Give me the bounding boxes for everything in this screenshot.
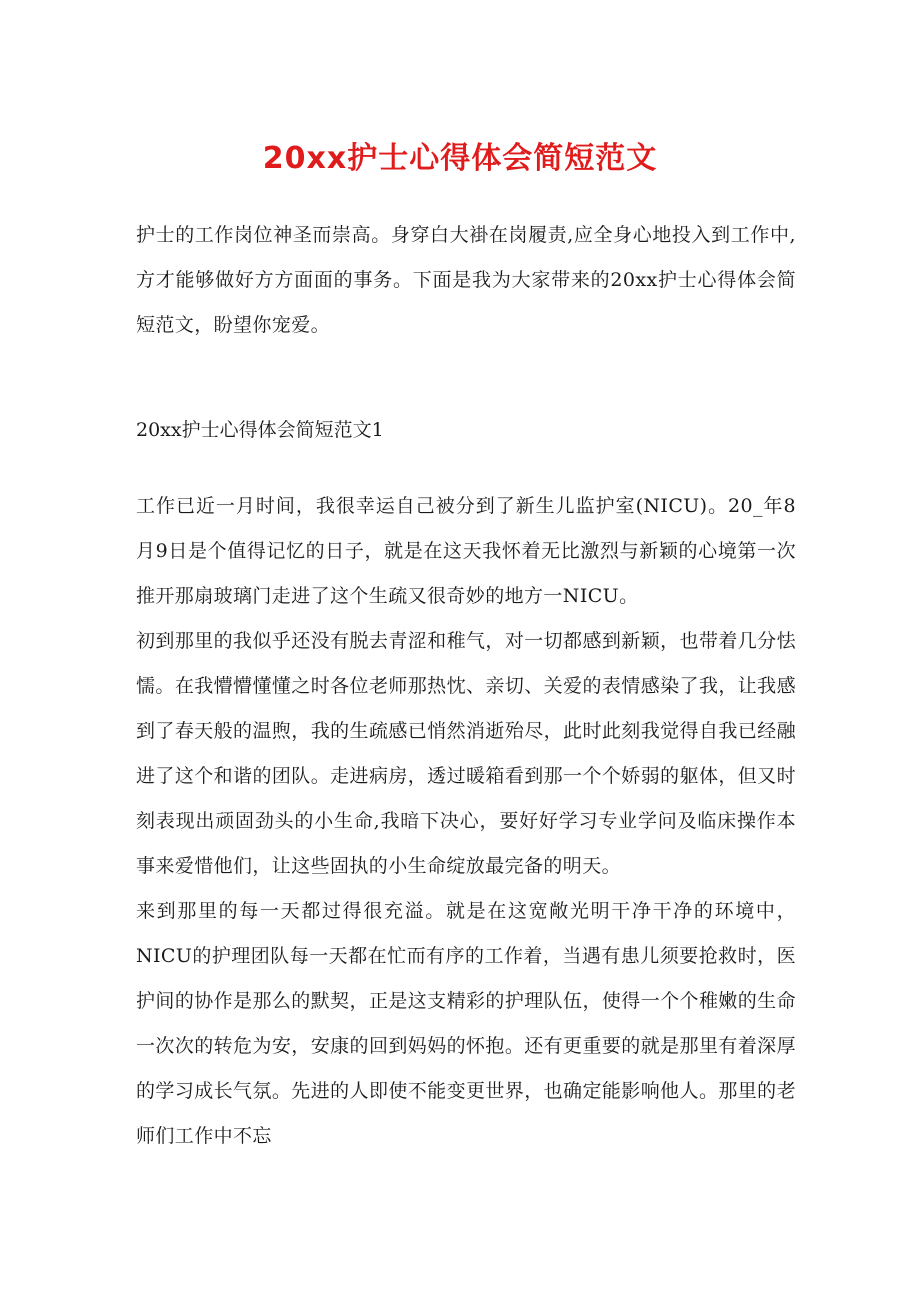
intro-paragraph: 护士的工作岗位神圣而崇高。身穿白大褂在岗履责,应全身心地投入到工作中,方才能够做好方方面面的事务。下面是我为大家带来的20xx护士心得体会简短范文，盼望你宠爱。 bbox=[136, 224, 796, 336]
body-paragraph-3: 来到那里的每一天都过得很充溢。就是在这宽敞光明干净干净的环境中，NICU的护理团队每一天都在忙而有序的工作着，当遇有患儿须要抢救时，医护间的协作是那么的默契，正是这支精彩的护理队伍，使得一个个稚嫩的生命一次次的转危为安，安康的回到妈妈的怀抱。还有更重要的就是那里有着深厚的学习成长气氛。先进的人即使不能变更世界，也确定能影响他人。那里的老师们工作中不忘 bbox=[136, 900, 796, 1147]
body-paragraph-2: 初到那里的我似乎还没有脱去青涩和稚气，对一切都感到新颖，也带着几分怯懦。在我懵懵懂懂之时各位老师那热忱、亲切、关爱的表情感染了我，让我感到了春天般的温煦，我的生疏感已悄然消逝殆尽，此时此刻我觉得自我已经融进了这个和谐的团队。走进病房，透过暖箱看到那一个个娇弱的躯体，但又时刻表现出顽固劲头的小生命,我暗下决心，要好好学习专业学问及临床操作本事来爱惜他们，让这些固执的小生命绽放最完备的明天。 bbox=[136, 630, 796, 877]
section-heading: 20xx护士心得体会简短范文1 bbox=[136, 419, 384, 441]
document-title: 20xx护士心得体会简短范文 bbox=[262, 141, 658, 176]
body-paragraph-1: 工作已近一月时间，我很幸运自己被分到了新生儿监护室(NICU)。20_年8月9日是个值得记忆的日子，就是在这天我怀着无比激烈与新颖的心境第一次推开那扇玻璃门走进了这个生疏又很奇妙的地方一NICU。 bbox=[136, 495, 796, 607]
body-block bbox=[136, 484, 796, 1159]
intro-block bbox=[136, 213, 796, 348]
